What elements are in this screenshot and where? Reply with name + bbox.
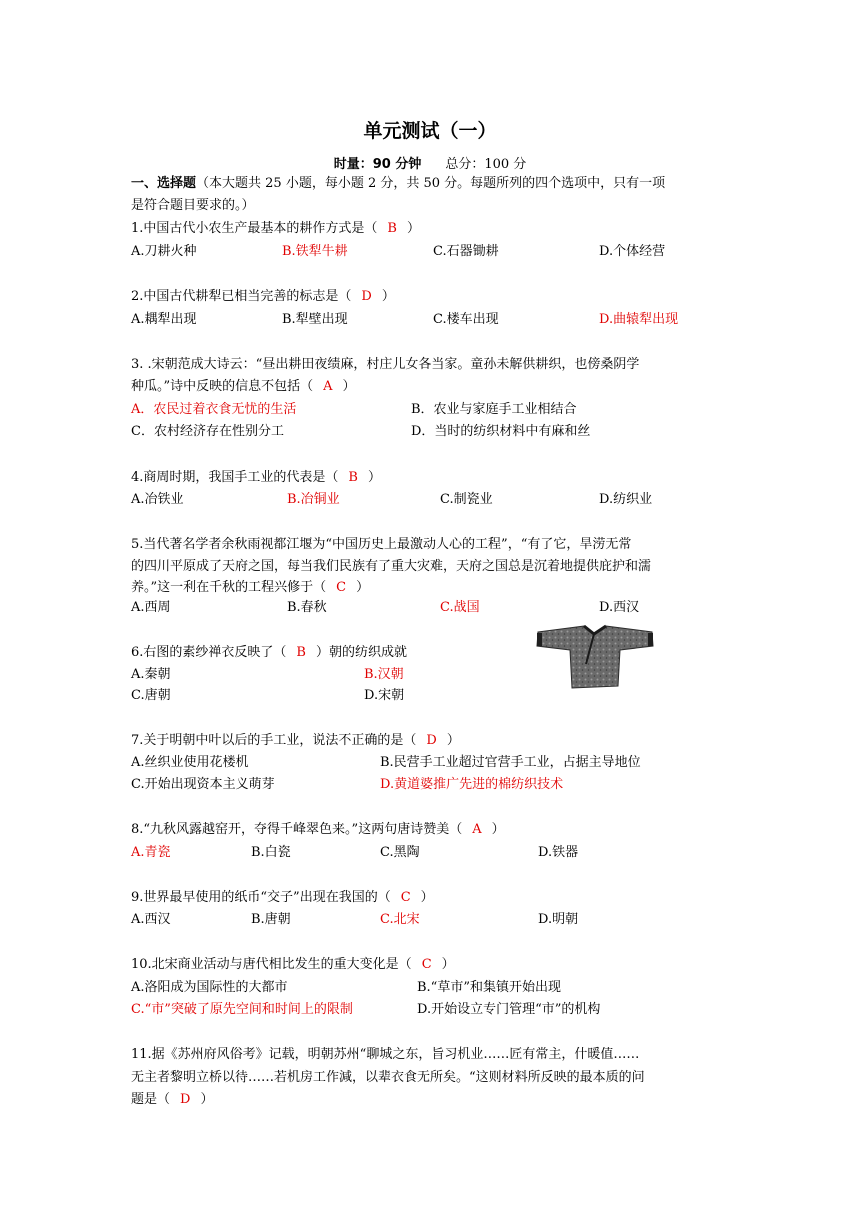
q10-option-b: B.“草市”和集镇开始出现 (417, 980, 561, 995)
q5-option-c: C.战国 (440, 600, 480, 615)
total-score: 总分：100 分 (445, 157, 527, 172)
question-5-stem-cont: 的四川平原成了天府之国，每当我们民族有了重大灾难，天府之国总是沉着地提供庇护和濡 (131, 559, 652, 574)
q9-option-b: B.唐朝 (251, 912, 291, 927)
q4-option-c: C.制瓷业 (440, 492, 493, 507)
question-2-stem: 2.中国古代耕犁已相当完善的标志是（ D ） (131, 287, 395, 307)
question-9-stem: 9.世界最早使用的纸币“交子”出现在我国的（ C ） (131, 888, 434, 908)
question-5-stem: 5.当代著名学者余秋雨视都江堰为“中国历史上最激动人心的工程”，“有了它，旱涝无常 (131, 537, 632, 552)
answer-11: D (180, 1092, 191, 1107)
q6-option-a: A.秦朝 (131, 667, 171, 682)
page-title: 单元测试（一） (363, 120, 497, 142)
question-1-stem: 1.中国古代小农生产最基本的耕作方式是（ B ） (131, 219, 420, 239)
q3-option-b: B．农业与家庭手工业相结合 (411, 402, 577, 417)
question-4-stem: 4.商周时期，我国手工业的代表是（ B ） (131, 468, 381, 488)
q1-option-b: B.铁犁牛耕 (282, 244, 348, 259)
q8-option-b: B.白瓷 (251, 845, 291, 860)
question-7-stem: 7.关于明朝中叶以后的手工业，说法不正确的是（ D ） (131, 731, 460, 751)
section-intro-cont: 是符合题目要求的。） (131, 198, 255, 213)
question-3-stem: 3. .宋朝范成大诗云：“昼出耕田夜绩麻，村庄儿女各当家。童孙未解供耕织，也傍桑阴学 (131, 357, 640, 372)
answer-10: C (421, 957, 432, 972)
answer-7: D (426, 733, 437, 748)
q7-option-b: B.民营手工业超过官营手工业，占据主导地位 (380, 755, 641, 770)
question-5-stem-cont2: 养。”这一利在千秋的工程兴修于（ C ） (131, 578, 369, 598)
q10-option-c: C.“市”突破了原先空间和时间上的限制 (131, 1002, 353, 1017)
q1-option-d: D.个体经营 (599, 244, 666, 259)
q10-option-a: A.洛阳成为国际性的大都市 (131, 980, 288, 995)
q4-option-b: B.冶铜业 (287, 492, 340, 507)
q9-option-c: C.北宋 (380, 912, 420, 927)
q2-option-a: A.耦犁出现 (131, 312, 197, 327)
question-3-stem-cont: 种瓜。”诗中反映的信息不包括（ A ） (131, 377, 356, 397)
q5-option-b: B.春秋 (287, 600, 327, 615)
answer-5: C (336, 580, 347, 595)
q3-option-d: D．当时的纺织材料中有麻和丝 (411, 424, 591, 439)
question-6-stem: 6.右图的素纱禅衣反映了（ B ）朝的纺织成就 (131, 643, 407, 663)
answer-4: B (348, 470, 358, 485)
section-label: 一、选择题 (131, 176, 197, 191)
q4-option-d: D.纺织业 (599, 492, 653, 507)
q10-option-d: D.开始设立专门管理“市”的机构 (417, 1002, 601, 1017)
q7-option-d: D.黄道婆推广先进的棉纺织技术 (380, 777, 564, 792)
question-11-stem: 11.据《苏州府风俗考》记载，明朝苏州“聊城之东，旨习机业……匠有常主，什暖值…… (131, 1047, 640, 1062)
q9-option-a: A.西汉 (131, 912, 171, 927)
question-8-stem: 8.“九秋风露越窑开，夺得千峰翠色来。”这两句唐诗赞美（ A ） (131, 820, 505, 840)
answer-9: C (400, 890, 411, 905)
q7-option-a: A.丝织业使用花楼机 (131, 755, 249, 770)
q3-option-c: C．农村经济存在性别分工 (131, 424, 284, 439)
q5-option-d: D.西汉 (599, 600, 640, 615)
answer-6: B (296, 645, 306, 660)
q2-option-b: B.犁壁出现 (282, 312, 348, 327)
section-intro: 一、选择题（本大题共 25 小题，每小题 2 分，共 50 分。每题所列的四个选项中，只有一项 (131, 176, 666, 191)
answer-2: D (361, 289, 372, 304)
question-11-stem-cont2: 题是（ D ） (131, 1090, 213, 1110)
q7-option-c: C.开始出现资本主义萌芽 (131, 777, 275, 792)
q6-option-c: C.唐朝 (131, 688, 171, 703)
q6-option-d: D.宋朝 (364, 688, 405, 703)
q2-option-d: D.曲辕犁出现 (599, 312, 679, 327)
q4-option-a: A.冶铁业 (131, 492, 184, 507)
silk-robe-image (536, 624, 654, 690)
q1-option-a: A.刀耕火种 (131, 244, 197, 259)
time-limit: 时量：90 分钟 (333, 157, 422, 172)
q9-option-d: D.明朝 (538, 912, 579, 927)
q8-option-d: D.铁器 (538, 845, 579, 860)
q2-option-c: C.楼车出现 (433, 312, 499, 327)
q5-option-a: A.西周 (131, 600, 171, 615)
q3-option-a: A．农民过着衣食无忧的生活 (131, 402, 297, 417)
q8-option-a: A.青瓷 (131, 845, 171, 860)
q1-option-c: C.石器锄耕 (433, 244, 499, 259)
answer-8: A (472, 822, 482, 837)
answer-1: B (387, 221, 397, 236)
answer-3: A (323, 379, 333, 394)
question-11-stem-cont: 无主者黎明立桥以待……若机房工作減，以辈衣食无所矣。“这则材料所反映的最本质的问 (131, 1070, 645, 1085)
question-10-stem: 10.北宋商业活动与唐代相比发生的重大变化是（ C ） (131, 955, 455, 975)
q6-option-b: B.汉朝 (364, 667, 404, 682)
exam-meta (0, 153, 860, 172)
q8-option-c: C.黑陶 (380, 845, 420, 860)
